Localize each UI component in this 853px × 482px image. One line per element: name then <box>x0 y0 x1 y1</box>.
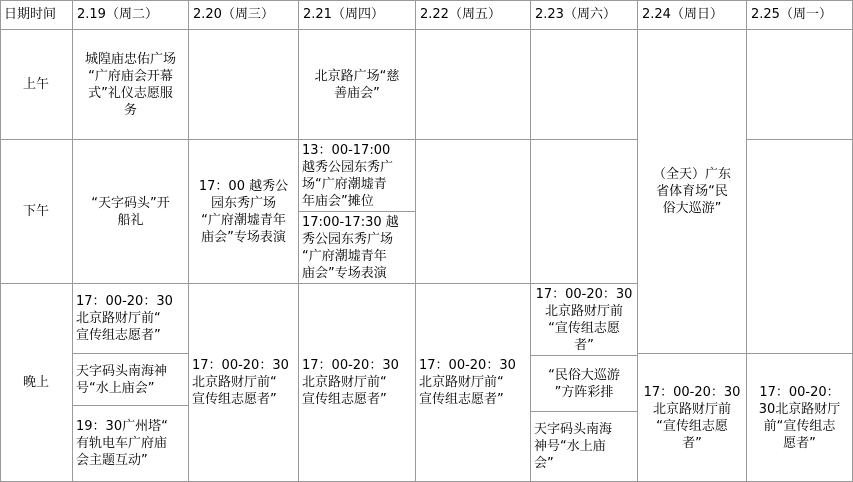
event-0223-evening-volunteer: 17：00-20：30 北京路财厅前 “宣传组志愿 者” <box>531 284 638 356</box>
event-0222-evening: 17：00-20：30 北京路财厅前“ 宣传组志愿者” <box>416 284 531 482</box>
event-0221-evening: 17：00-20：30 北京路财厅前“ 宣传组志愿者” <box>299 284 416 482</box>
header-corner: 日期时间 <box>0 0 73 30</box>
empty-cell-0223-morning <box>531 30 638 140</box>
period-evening: 晚上 <box>0 284 73 482</box>
event-0220-evening: 17：00-20：30 北京路财厅前“ 宣传组志愿者” <box>189 284 299 482</box>
empty-cell-0225-afternoon <box>747 140 853 354</box>
empty-cell-0222-morning <box>416 30 531 140</box>
header-day-0219: 2.19（周二） <box>73 0 189 30</box>
event-0219-evening-canton-tower: 19：30广州塔“ 有轨电车广府庙 会主题互动” <box>73 406 189 482</box>
event-0223-evening-parade-rehearsal: “民俗大巡游 ”方阵彩排 <box>531 356 638 412</box>
event-0224-evening: 17：00-20：30 北京路财厅前 “宣传组志愿 者” <box>638 354 747 482</box>
event-0219-morning: 城隍庙忠佑广场 “广府庙会开幕 式”礼仪志愿服 务 <box>73 30 189 140</box>
period-morning: 上午 <box>0 30 73 140</box>
header-day-0224: 2.24（周日） <box>638 0 747 30</box>
empty-cell-0223-afternoon <box>531 140 638 284</box>
empty-cell-0225-morning <box>747 30 853 140</box>
period-afternoon: 下午 <box>0 140 73 284</box>
header-day-0222: 2.22（周五） <box>416 0 531 30</box>
event-0220-afternoon: 17：00 越秀公 园东秀广场 “广府潮墟青年 庙会”专场表演 <box>189 140 299 284</box>
event-0219-evening-volunteer: 17：00-20：30 北京路财厅前“ 宣传组志愿者” <box>73 284 189 354</box>
header-day-0223: 2.23（周六） <box>531 0 638 30</box>
empty-cell-0222-afternoon <box>416 140 531 284</box>
event-0225-evening: 17：00-20： 30北京路财厅 前“宣传组志 愿者” <box>747 354 853 482</box>
header-day-0221: 2.21（周四） <box>299 0 416 30</box>
event-0221-morning: 北京路广场“慈 善庙会” <box>299 30 416 140</box>
event-0221-afternoon-stall: 13：00-17:00 越秀公园东秀广 场“广府潮墟青 年庙会”摊位 <box>299 140 416 212</box>
event-0223-evening-water-fair: 天字码头南海 神号“水上庙 会” <box>531 412 638 482</box>
event-0219-evening-water-fair: 天字码头南海神 号“水上庙会” <box>73 354 189 406</box>
event-0219-afternoon: “天字码头”开 船礼 <box>73 140 189 284</box>
empty-cell-0220-morning <box>189 30 299 140</box>
header-day-0225: 2.25（周一） <box>747 0 853 30</box>
event-0224-fullday: （全天）广东 省体育场“民 俗大巡游” <box>638 30 747 354</box>
event-0221-afternoon-show: 17:00-17:30 越 秀公园东秀广场 “广府潮墟青年 庙会”专场表演 <box>299 212 416 284</box>
header-day-0220: 2.20（周三） <box>189 0 299 30</box>
